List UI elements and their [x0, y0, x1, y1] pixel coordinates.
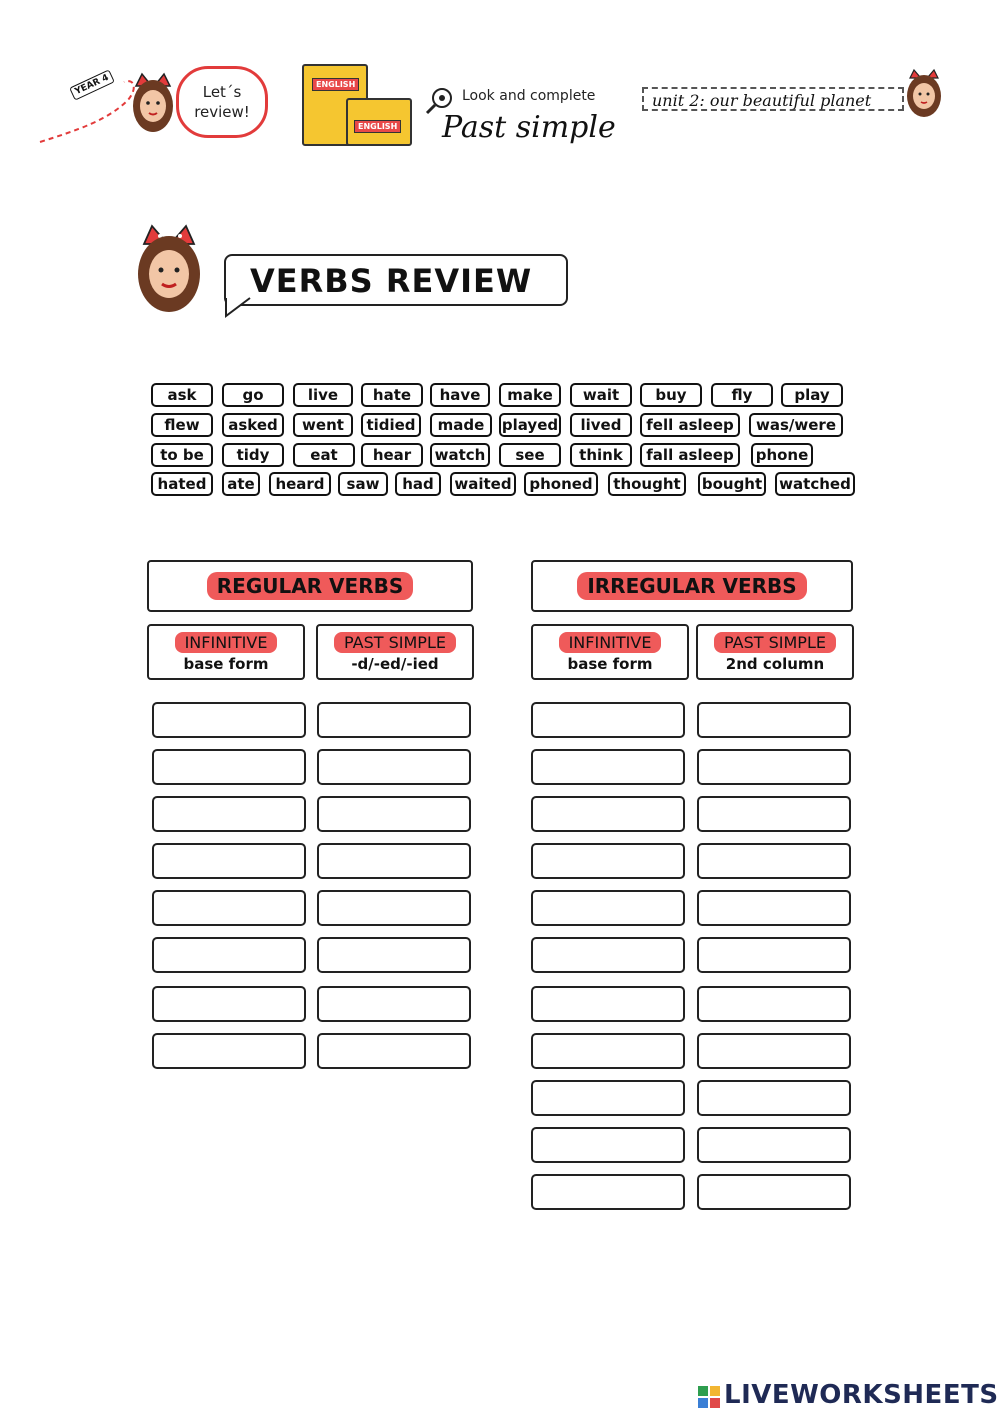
- irregular-infinitive-input[interactable]: [531, 702, 685, 738]
- word-chip[interactable]: heard: [269, 472, 331, 496]
- word-chip[interactable]: live: [293, 383, 353, 407]
- avatar-icon: [128, 72, 178, 136]
- irregular-infinitive-title: INFINITIVE: [559, 632, 662, 653]
- irregular-verbs-heading-text: IRREGULAR VERBS: [577, 572, 806, 600]
- irregular-past-input[interactable]: [697, 937, 851, 973]
- irregular-past-input[interactable]: [697, 890, 851, 926]
- word-chip[interactable]: played: [499, 413, 561, 437]
- regular-past-input[interactable]: [317, 1033, 471, 1069]
- irregular-past-input[interactable]: [697, 1033, 851, 1069]
- regular-past-input[interactable]: [317, 749, 471, 785]
- word-chip[interactable]: asked: [222, 413, 284, 437]
- irregular-past-title: PAST SIMPLE: [714, 632, 836, 653]
- regular-verbs-heading: [147, 560, 473, 612]
- irregular-past-header: [696, 624, 854, 680]
- word-chip[interactable]: bought: [698, 472, 766, 496]
- regular-infinitive-input[interactable]: [152, 702, 306, 738]
- regular-infinitive-input[interactable]: [152, 1033, 306, 1069]
- regular-past-input[interactable]: [317, 702, 471, 738]
- word-chip[interactable]: see: [499, 443, 561, 467]
- liveworksheets-logo: [698, 1380, 999, 1410]
- word-chip[interactable]: fell asleep: [640, 413, 740, 437]
- regular-infinitive-input[interactable]: [152, 986, 306, 1022]
- folder-icon: [346, 98, 412, 146]
- word-chip[interactable]: flew: [151, 413, 213, 437]
- word-chip[interactable]: waited: [450, 472, 516, 496]
- notebook-label: ENGLISH: [312, 78, 359, 91]
- word-chip[interactable]: play: [781, 383, 843, 407]
- regular-past-input[interactable]: [317, 796, 471, 832]
- liveworksheets-logo-icon: [698, 1385, 720, 1407]
- regular-past-title: PAST SIMPLE: [334, 632, 456, 653]
- irregular-past-input[interactable]: [697, 1080, 851, 1116]
- irregular-past-input[interactable]: [697, 986, 851, 1022]
- regular-past-input[interactable]: [317, 890, 471, 926]
- word-chip[interactable]: go: [222, 383, 284, 407]
- irregular-infinitive-header: [531, 624, 689, 680]
- word-chip[interactable]: ate: [222, 472, 260, 496]
- word-chip[interactable]: phoned: [524, 472, 598, 496]
- regular-infinitive-header: [147, 624, 305, 680]
- regular-infinitive-input[interactable]: [152, 937, 306, 973]
- word-chip[interactable]: have: [430, 383, 490, 407]
- regular-infinitive-input[interactable]: [152, 749, 306, 785]
- folder-label: ENGLISH: [354, 120, 401, 133]
- irregular-past-input[interactable]: [697, 749, 851, 785]
- irregular-past-input[interactable]: [697, 702, 851, 738]
- regular-infinitive-input[interactable]: [152, 843, 306, 879]
- irregular-infinitive-input[interactable]: [531, 1174, 685, 1210]
- word-chip[interactable]: tidied: [361, 413, 421, 437]
- irregular-infinitive-input[interactable]: [531, 843, 685, 879]
- past-simple-heading: Past simple: [442, 110, 616, 145]
- word-chip[interactable]: eat: [293, 443, 355, 467]
- word-chip[interactable]: hated: [151, 472, 213, 496]
- speech-bubble: [176, 66, 268, 138]
- word-chip[interactable]: watch: [430, 443, 490, 467]
- word-chip[interactable]: thought: [608, 472, 686, 496]
- regular-verbs-heading-text: REGULAR VERBS: [207, 572, 414, 600]
- avatar-large-icon: [132, 224, 206, 316]
- regular-past-input[interactable]: [317, 937, 471, 973]
- word-chip[interactable]: to be: [151, 443, 213, 467]
- word-chip[interactable]: watched: [775, 472, 855, 496]
- irregular-infinitive-input[interactable]: [531, 986, 685, 1022]
- irregular-infinitive-input[interactable]: [531, 796, 685, 832]
- word-chip[interactable]: ask: [151, 383, 213, 407]
- regular-infinitive-sub: base form: [183, 655, 269, 673]
- unit-label: unit 2: our beautiful planet: [642, 87, 904, 111]
- regular-infinitive-input[interactable]: [152, 890, 306, 926]
- word-chip[interactable]: think: [570, 443, 632, 467]
- irregular-infinitive-input[interactable]: [531, 1127, 685, 1163]
- word-chip[interactable]: went: [293, 413, 353, 437]
- word-chip[interactable]: wait: [570, 383, 632, 407]
- regular-past-sub: -d/-ed/-ied: [351, 655, 439, 673]
- regular-past-input[interactable]: [317, 843, 471, 879]
- irregular-infinitive-input[interactable]: [531, 1033, 685, 1069]
- avatar-small-icon: [902, 68, 946, 120]
- irregular-past-input[interactable]: [697, 796, 851, 832]
- word-chip[interactable]: hear: [361, 443, 423, 467]
- irregular-past-input[interactable]: [697, 1127, 851, 1163]
- regular-infinitive-input[interactable]: [152, 796, 306, 832]
- word-chip[interactable]: buy: [640, 383, 702, 407]
- irregular-past-sub: 2nd column: [725, 655, 825, 673]
- footer-text: LIVEWORKSHEETS: [724, 1380, 999, 1410]
- regular-past-input[interactable]: [317, 986, 471, 1022]
- irregular-verbs-heading: [531, 560, 853, 612]
- word-chip[interactable]: had: [395, 472, 441, 496]
- word-chip[interactable]: was/were: [749, 413, 843, 437]
- irregular-infinitive-input[interactable]: [531, 890, 685, 926]
- regular-past-header: [316, 624, 474, 680]
- year-tag: YEAR 4: [69, 69, 115, 100]
- word-chip[interactable]: made: [430, 413, 492, 437]
- word-chip[interactable]: fly: [711, 383, 773, 407]
- speech-line-1: Let´s: [202, 83, 242, 101]
- irregular-infinitive-input[interactable]: [531, 937, 685, 973]
- regular-infinitive-title: INFINITIVE: [175, 632, 278, 653]
- irregular-infinitive-input[interactable]: [531, 749, 685, 785]
- word-chip[interactable]: make: [499, 383, 561, 407]
- word-chip[interactable]: saw: [338, 472, 388, 496]
- speech-line-2: review!: [194, 103, 250, 121]
- irregular-past-input[interactable]: [697, 843, 851, 879]
- irregular-infinitive-input[interactable]: [531, 1080, 685, 1116]
- page-title: VERBS REVIEW: [250, 262, 533, 300]
- word-chip[interactable]: lived: [570, 413, 632, 437]
- word-chip[interactable]: fall asleep: [640, 443, 740, 467]
- irregular-infinitive-sub: base form: [567, 655, 653, 673]
- word-chip[interactable]: phone: [751, 443, 813, 467]
- irregular-past-input[interactable]: [697, 1174, 851, 1210]
- word-chip[interactable]: tidy: [222, 443, 284, 467]
- look-and-complete-text: Look and complete: [462, 88, 596, 104]
- word-chip[interactable]: hate: [361, 383, 423, 407]
